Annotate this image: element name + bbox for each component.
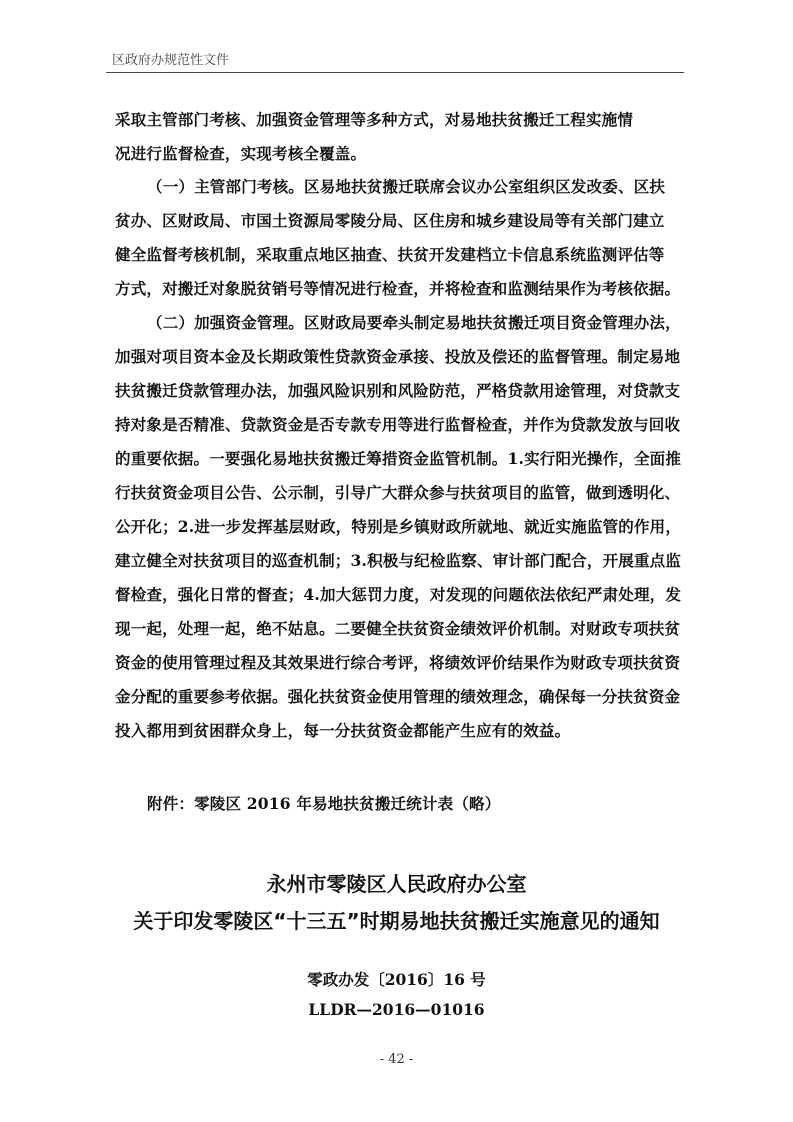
body-line: 贫办、区财政局、市国土资源局零陵分局、区住房和城乡建设局等有关部门建立 xyxy=(115,211,665,230)
body-line: 督检查，强化日常的督查；4.加大惩罚力度，对发现的问题依法依纪严肃处理，发 xyxy=(115,585,682,604)
page-number: - 42 - xyxy=(379,1052,414,1067)
body-line: 现一起，处理一起，绝不姑息。二要健全扶贫资金绩效评价机制。对财政专项扶贫 xyxy=(115,619,681,638)
doc-code: LLDR—2016—01016 xyxy=(308,1000,485,1019)
body-line: 采取主管部门考核、加强资金管理等多种方式，对易地扶贫搬迁工程实施情 xyxy=(115,110,634,129)
body-line: 加强对项目资本金及长期政策性贷款资金承接、投放及偿还的监督管理。制定易地 xyxy=(115,347,681,366)
body-line: 建立健全对扶贫项目的巡查机制；3.积极与纪检监察、审计部门配合，开展重点监 xyxy=(115,551,682,570)
attachment-note: 附件：零陵区 2016 年易地扶贫搬迁统计表（略） xyxy=(147,794,501,813)
header-label: 区政府办规范性文件 xyxy=(112,53,230,68)
body-line: 健全监督考核机制，采取重点地区抽查、扶贫开发建档立卡信息系统监测评估等 xyxy=(115,245,665,264)
body-line: 投入都用到贫困群众身上，每一分扶贫资金都能产生应有的效益。 xyxy=(115,721,571,740)
body-line: 况进行监督检查，实现考核全覆盖。 xyxy=(115,144,367,163)
body-line: （二）加强资金管理。区财政局要牵头制定易地扶贫搬迁项目资金管理办法， xyxy=(147,313,681,332)
header-divider xyxy=(106,72,684,73)
notice-title-line2: 关于印发零陵区“十三五”时期易地扶贫搬迁实施意见的通知 xyxy=(133,909,660,933)
body-line: 持对象是否精准、贷款资金是否专款专用等进行监督检查，并作为贷款发放与回收 xyxy=(115,415,681,434)
notice-title-line1: 永州市零陵区人民政府办公室 xyxy=(266,872,527,896)
body-line: 的重要依据。一要强化易地扶贫搬迁筹措资金监管机制。1.实行阳光操作，全面推 xyxy=(115,449,682,468)
body-line: 公开化；2.进一步发挥基层财政，特别是乡镇财政所就地、就近实施监管的作用， xyxy=(115,517,682,536)
body-line: 金分配的重要参考依据。强化扶贫资金使用管理的绩效理念，确保每一分扶贫资金 xyxy=(115,687,681,706)
body-line: 行扶贫资金项目公告、公示制，引导广大群众参与扶贫项目的监管，做到透明化、 xyxy=(115,483,681,502)
body-line: 扶贫搬迁贷款管理办法，加强风险识别和风险防范，严格贷款用途管理，对贷款支 xyxy=(115,381,681,400)
body-line: （一）主管部门考核。区易地扶贫搬迁联席会议办公室组织区发改委、区扶 xyxy=(147,177,666,196)
doc-number: 零政办发〔2016〕16 号 xyxy=(307,970,486,989)
body-line: 资金的使用管理过程及其效果进行综合考评，将绩效评价结果作为财政专项扶贫资 xyxy=(115,653,681,672)
body-line: 方式，对搬迁对象脱贫销号等情况进行检查，并将检查和监测结果作为考核依据。 xyxy=(115,279,681,298)
